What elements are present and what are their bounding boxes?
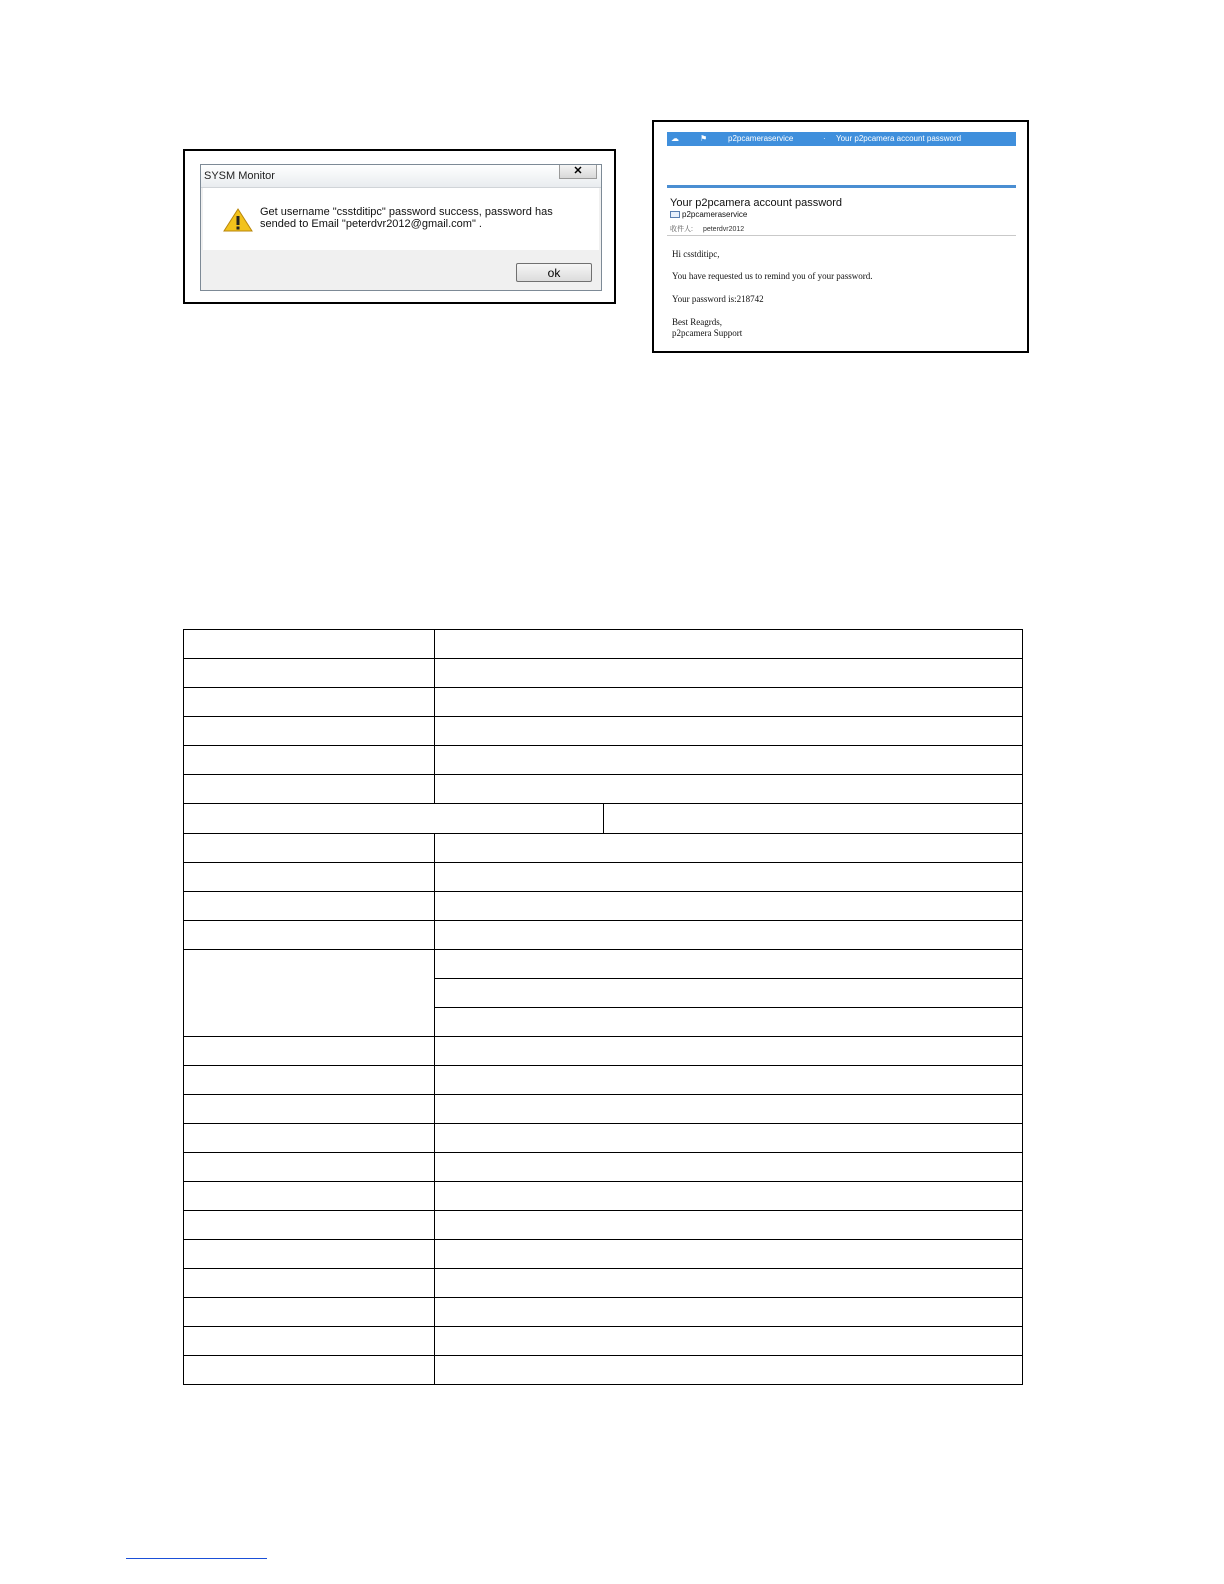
table-cell: [435, 1008, 1023, 1037]
table-cell: [184, 921, 435, 950]
table-cell: [184, 1153, 435, 1182]
email-signoff: Best Reagrds,: [672, 317, 722, 327]
email-to-label: 收件人:: [670, 226, 693, 233]
table-cell: [435, 950, 1023, 979]
table-row: [184, 746, 1023, 775]
table-row: [184, 1153, 1023, 1182]
table-row: [184, 1124, 1023, 1153]
table-cell: [435, 1182, 1023, 1211]
table-cell: [184, 746, 435, 775]
table-cell: [435, 1037, 1023, 1066]
table-row: [184, 1298, 1023, 1327]
table-cell: [435, 717, 1023, 746]
table-row: [184, 1211, 1023, 1240]
table-cell: [184, 630, 435, 659]
table-cell: [184, 1327, 435, 1356]
table-cell: [435, 1327, 1023, 1356]
table-cell: [184, 804, 604, 833]
table-cell: [435, 1298, 1023, 1327]
table-cell-split: [184, 804, 1023, 834]
table-cell: [435, 1153, 1023, 1182]
table-row: [184, 1356, 1023, 1385]
table-cell: [184, 1269, 435, 1298]
email-screenshot: [652, 120, 1029, 353]
table-row: [184, 1066, 1023, 1095]
flag-icon[interactable]: ⚑: [700, 134, 708, 143]
dialog-message: Get username "csstditipc" password success, password has sended to Email "peterdvr2012@gmail.com" .: [260, 206, 553, 230]
email-from-name[interactable]: p2pcameraservice: [682, 210, 748, 219]
toolbar-separator: ·: [823, 134, 826, 143]
table-cell: [435, 921, 1023, 950]
table-cell: [435, 863, 1023, 892]
email-body-line: You have requested us to remind you of your password.: [672, 271, 873, 281]
table-cell: [435, 659, 1023, 688]
table-cell: [184, 1037, 435, 1066]
close-icon[interactable]: ✕: [559, 165, 597, 179]
footer-link-underline[interactable]: [126, 1558, 267, 1559]
email-greeting: Hi csstditipc,: [672, 249, 720, 259]
toolbar-subject[interactable]: Your p2pcamera account password: [836, 134, 962, 143]
table-cell: [184, 1124, 435, 1153]
table-row: [184, 892, 1023, 921]
dialog-titlebar: [201, 165, 601, 188]
email-password-line: Your password is:218742: [672, 294, 764, 304]
table-cell: [435, 630, 1023, 659]
cloud-icon[interactable]: ☁: [671, 134, 679, 143]
table-cell: [435, 775, 1023, 804]
table-cell: [435, 1269, 1023, 1298]
table-row: [184, 688, 1023, 717]
email-from: [670, 210, 747, 219]
email-to: [670, 224, 744, 234]
table-row: [184, 1269, 1023, 1298]
table-row: [184, 1240, 1023, 1269]
table-cell: [435, 1240, 1023, 1269]
table-cell: [184, 1211, 435, 1240]
table-cell: [435, 688, 1023, 717]
dialog-body: [203, 188, 599, 250]
table-row: [184, 863, 1023, 892]
table-row: [184, 1182, 1023, 1211]
table-cell: [184, 775, 435, 804]
table-row: [184, 1095, 1023, 1124]
email-subject: Your p2pcamera account password: [670, 197, 843, 209]
email-header-rule: [667, 185, 1016, 188]
email-divider: [667, 235, 1016, 236]
table-cell: [435, 746, 1023, 775]
table-row: [184, 717, 1023, 746]
dialog-title: SYSM Monitor: [204, 170, 275, 182]
table-cell: [435, 1066, 1023, 1095]
table-cell: [604, 804, 1022, 833]
table-cell: [184, 834, 435, 863]
table-row: [184, 834, 1023, 863]
table-row: [184, 1037, 1023, 1066]
mail-icon: [670, 211, 680, 218]
toolbar-sender[interactable]: p2pcameraservice: [728, 134, 794, 143]
table-cell: [435, 892, 1023, 921]
table-row: [184, 921, 1023, 950]
table-cell: [184, 1240, 435, 1269]
table-cell: [184, 950, 435, 1037]
table-cell: [184, 1095, 435, 1124]
spec-table: [183, 629, 1023, 1385]
table-cell: [184, 1298, 435, 1327]
table-cell: [435, 834, 1023, 863]
table-row: [184, 1327, 1023, 1356]
table-cell: [435, 1095, 1023, 1124]
email-toolbar: [667, 132, 1016, 146]
table-cell: [184, 659, 435, 688]
table-row: [184, 775, 1023, 804]
table-cell: [435, 1124, 1023, 1153]
table-cell: [184, 717, 435, 746]
table-row: [184, 659, 1023, 688]
table-cell: [184, 863, 435, 892]
table-cell: [184, 1066, 435, 1095]
table-cell: [435, 1356, 1023, 1385]
email-to-value: peterdvr2012: [702, 226, 745, 233]
table-row: [184, 950, 1023, 979]
table-cell: [435, 979, 1023, 1008]
table-cell: [184, 1182, 435, 1211]
warning-icon: [223, 208, 253, 232]
table-cell: [184, 892, 435, 921]
table-row: [184, 804, 1023, 834]
sysm-monitor-dialog: [200, 164, 602, 291]
table-cell: [184, 688, 435, 717]
table-cell: [184, 1356, 435, 1385]
table-cell: [435, 1211, 1023, 1240]
ok-button[interactable]: ok: [516, 263, 592, 282]
table-row: [184, 630, 1023, 659]
dialog-screenshot: [183, 149, 616, 304]
email-signature: p2pcamera Support: [672, 328, 743, 338]
